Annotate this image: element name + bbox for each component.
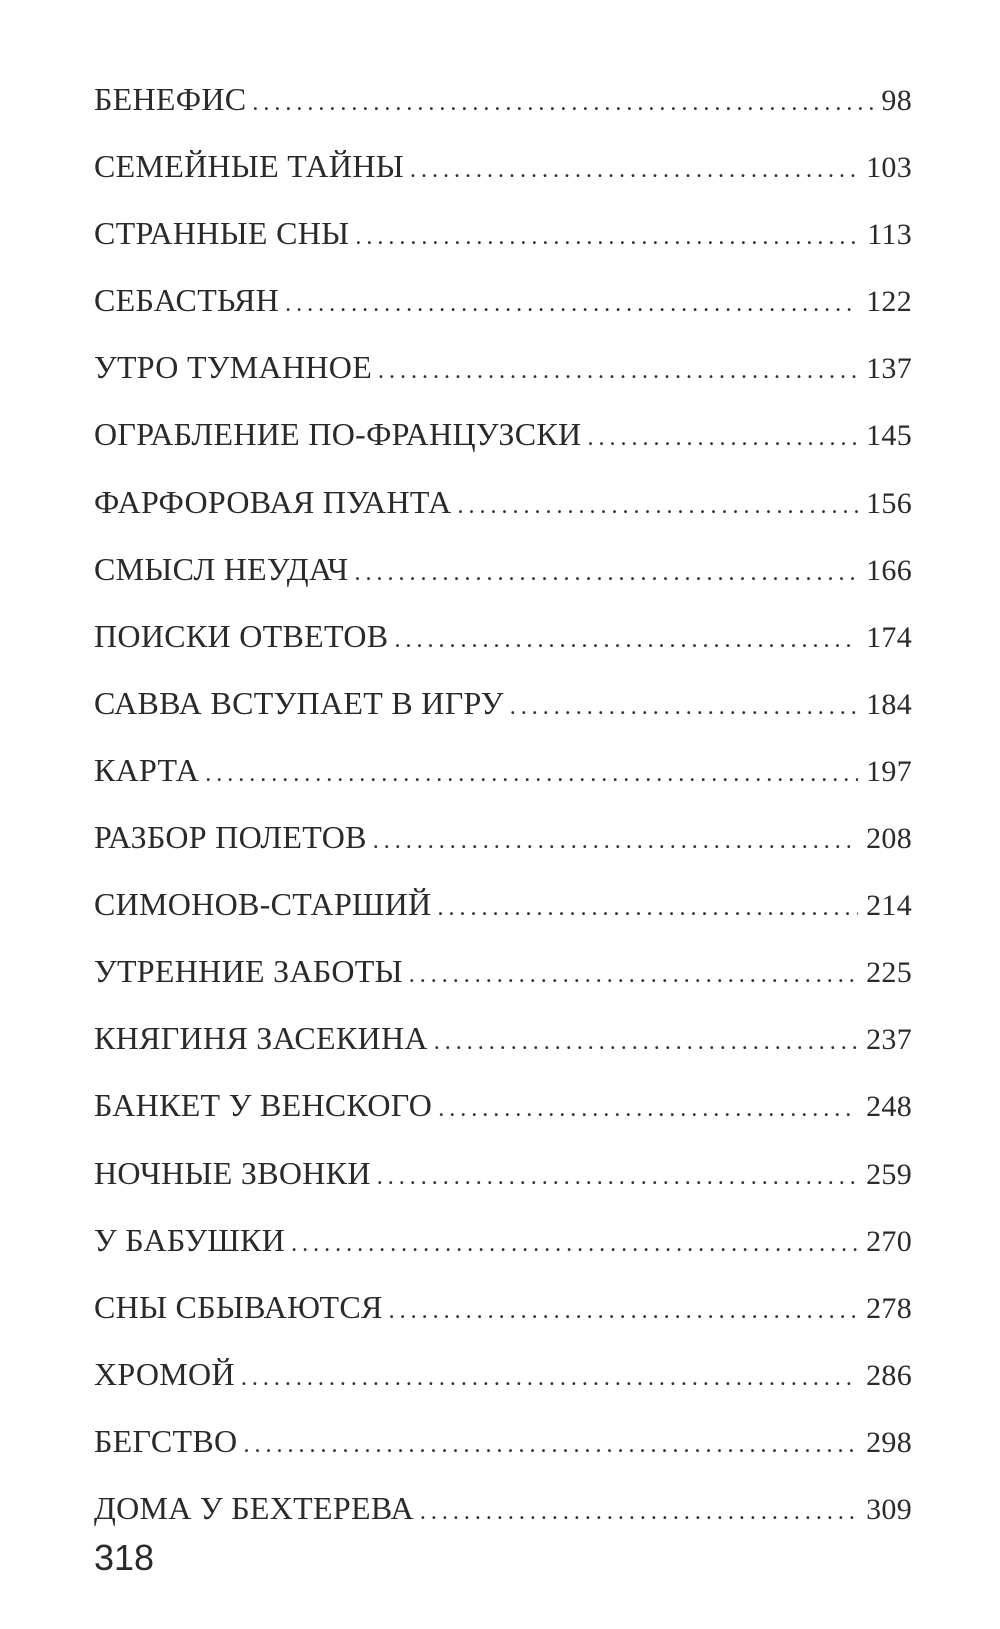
chapter-title: У БАБУШКИ [94, 1221, 286, 1258]
dot-leader [510, 674, 858, 741]
toc-entry [94, 603, 912, 670]
toc-entry [94, 1408, 912, 1475]
chapter-title: СНЫ СБЫВАЮТСЯ [94, 1288, 383, 1325]
page-number: 270 [866, 1224, 912, 1258]
page-number: 309 [866, 1492, 912, 1526]
chapter-title: РАЗБОР ПОЛЕТОВ [94, 819, 367, 856]
dot-leader [291, 1211, 858, 1278]
toc-entry [94, 1475, 912, 1542]
page-number: 225 [866, 956, 912, 990]
dot-leader [355, 204, 859, 271]
chapter-title: СИМОНОВ-СТАРШИЙ [94, 886, 432, 923]
chapter-title: СЕМЕЙНЫЕ ТАЙНЫ [94, 148, 404, 185]
table-of-contents [94, 66, 912, 1542]
chapter-title: ФАРФОРОВАЯ ПУАНТА [94, 483, 452, 520]
chapter-title: КНЯГИНЯ ЗАСЕКИНА [94, 1020, 428, 1057]
dot-leader [458, 473, 859, 540]
toc-entry [94, 1072, 912, 1139]
page-number: 286 [866, 1358, 912, 1392]
dot-leader [409, 942, 858, 1009]
toc-entry [94, 1207, 912, 1274]
toc-entry [94, 670, 912, 737]
dot-leader [252, 70, 873, 137]
dot-leader [241, 1345, 858, 1412]
chapter-title: СТРАННЫЕ СНЫ [94, 215, 350, 252]
toc-entry [94, 536, 912, 603]
chapter-title: УТРЕННИЕ ЗАБОТЫ [94, 953, 403, 990]
page-number: 259 [866, 1157, 912, 1191]
toc-entry [94, 737, 912, 804]
toc-entry [94, 938, 912, 1005]
toc-entry [94, 1140, 912, 1207]
dot-leader [587, 405, 858, 472]
toc-entry [94, 66, 912, 133]
toc-entry [94, 334, 912, 401]
dot-leader [394, 607, 858, 674]
dot-leader [437, 875, 858, 942]
dot-leader [285, 271, 858, 338]
chapter-title: ДОМА У БЕХТЕРЕВА [94, 1489, 414, 1526]
dot-leader [205, 741, 858, 808]
page-number: 214 [866, 889, 912, 923]
toc-entry [94, 1341, 912, 1408]
dot-leader [373, 808, 858, 875]
page-number: 184 [866, 687, 912, 721]
toc-entry [94, 133, 912, 200]
dot-leader [438, 1076, 858, 1143]
page-number: 98 [881, 84, 912, 117]
chapter-title: ОГРАБЛЕНИЕ ПО-ФРАНЦУЗСКИ [94, 416, 582, 453]
page-number: 103 [866, 151, 912, 185]
page-number: 122 [866, 285, 912, 319]
page-number: 174 [866, 620, 912, 654]
chapter-title: САВВА ВСТУПАЕТ В ИГРУ [94, 684, 504, 721]
chapter-title: ХРОМОЙ [94, 1355, 235, 1392]
toc-entry [94, 401, 912, 468]
page-number: 166 [866, 553, 912, 587]
chapter-title: ПОИСКИ ОТВЕТОВ [94, 617, 389, 654]
dot-leader [377, 1144, 858, 1211]
dot-leader [389, 1278, 858, 1345]
chapter-title: БАНКЕТ У ВЕНСКОГО [94, 1087, 433, 1124]
page-number: 145 [866, 419, 912, 453]
page-number: 237 [866, 1023, 912, 1057]
toc-entry [94, 200, 912, 267]
dot-leader [434, 1009, 858, 1076]
page-number: 113 [867, 218, 912, 252]
page-number: 248 [866, 1090, 912, 1124]
toc-entry [94, 804, 912, 871]
toc-entry [94, 267, 912, 334]
chapter-title: КАРТА [94, 751, 200, 788]
dot-leader [410, 137, 858, 204]
dot-leader [243, 1412, 858, 1479]
toc-entry [94, 871, 912, 938]
chapter-title: НОЧНЫЕ ЗВОНКИ [94, 1154, 371, 1191]
dot-leader [378, 338, 858, 405]
page-number: 197 [866, 754, 912, 788]
page-number: 137 [866, 352, 912, 386]
chapter-title: УТРО ТУМАННОЕ [94, 349, 373, 386]
chapter-title: БЕГСТВО [94, 1422, 238, 1459]
toc-entry [94, 1274, 912, 1341]
chapter-title: СМЫСЛ НЕУДАЧ [94, 550, 349, 587]
chapter-title: БЕНЕФИС [94, 81, 247, 117]
dot-leader [355, 540, 859, 607]
chapter-title: СЕБАСТЬЯН [94, 282, 280, 319]
page-number: 156 [866, 486, 912, 520]
page-number: 208 [866, 822, 912, 856]
page-number: 278 [866, 1291, 912, 1325]
page-number: 298 [866, 1425, 912, 1459]
dot-leader [420, 1479, 858, 1546]
toc-entry [94, 1005, 912, 1072]
toc-entry [94, 469, 912, 536]
page-folio-number: 318 [94, 1537, 155, 1578]
